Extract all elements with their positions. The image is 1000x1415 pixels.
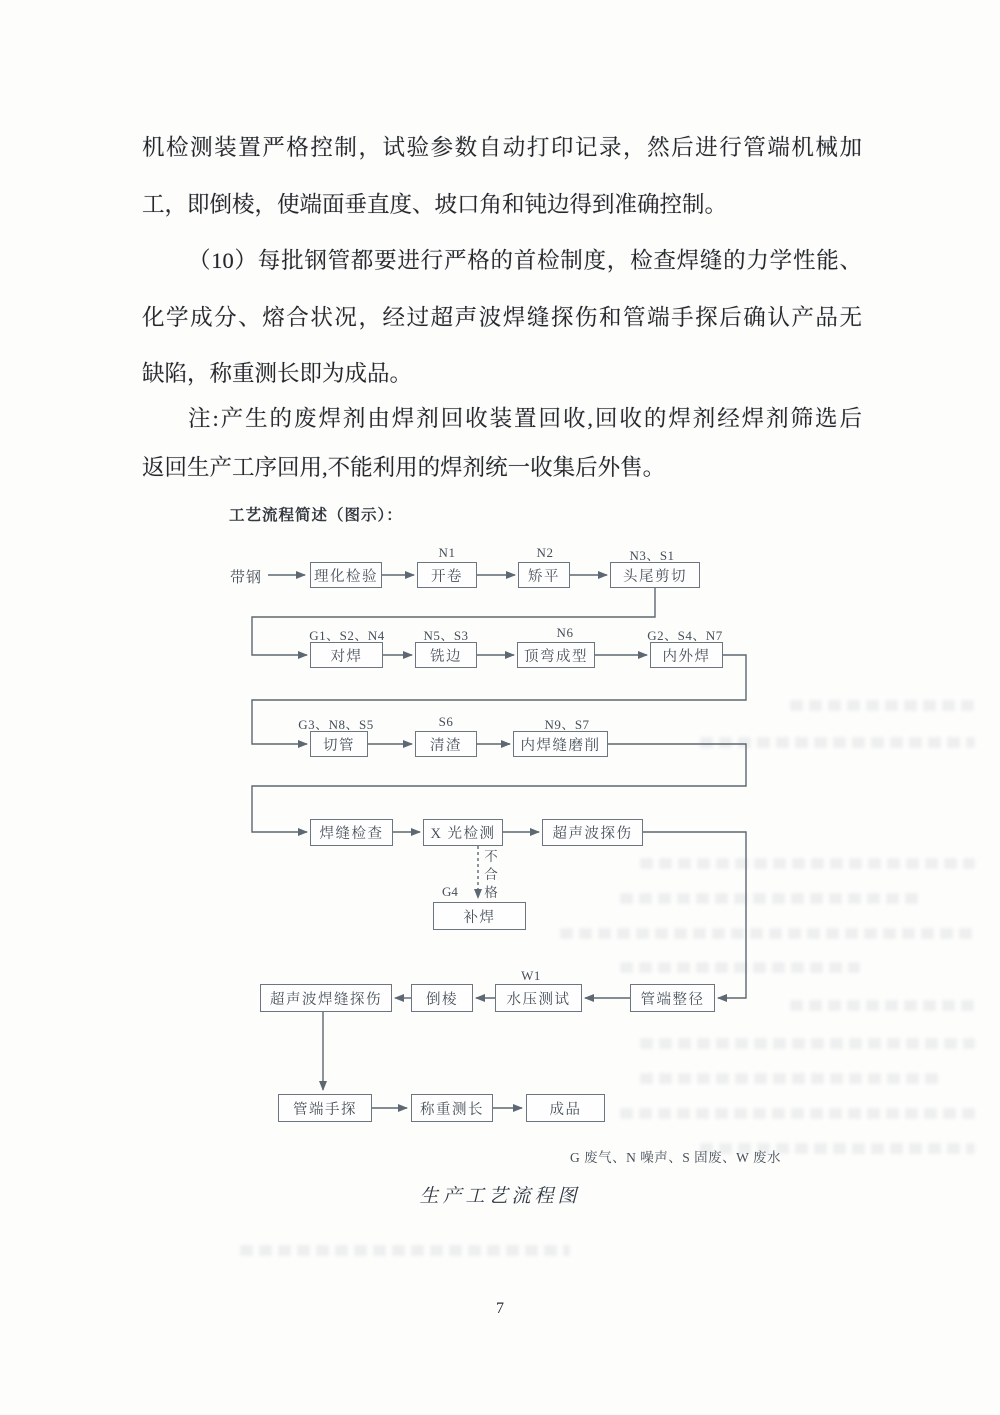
- flow-node-head-tail-cutting: 头尾剪切: [610, 562, 700, 588]
- flow-node-butt-welding: 对焊: [310, 642, 383, 668]
- bleed-through-artifact: [620, 962, 860, 973]
- bleed-through-artifact: [640, 858, 975, 869]
- flow-node-pipe-end-manual-probe: 管端手探: [278, 1094, 372, 1122]
- flow-node-physicochemical-inspection: 理化检验: [310, 562, 382, 588]
- flow-annotation-n6: N6: [556, 625, 574, 640]
- flow-node-pipe-cutting: 切管: [310, 731, 368, 757]
- bleed-through-artifact: [620, 1108, 975, 1119]
- flow-node-finished-product: 成品: [526, 1094, 605, 1122]
- figure-caption: 生产工艺流程图: [419, 1186, 581, 1207]
- flow-input-label: 带钢: [230, 570, 263, 586]
- bleed-through-artifact: [790, 1000, 975, 1011]
- flow-annotation-w1: W1: [521, 968, 541, 983]
- flowchart-legend: G 废气、N 噪声、S 固废、W 废水: [570, 1150, 782, 1165]
- flow-node-bend-forming: 顶弯成型: [517, 642, 595, 668]
- paragraph-line: 机检测装置严格控制，试验参数自动打印记录，然后进行管端机械加: [142, 135, 862, 160]
- flow-annotation-g2-s4-n7: G2、S4、N7: [647, 628, 723, 643]
- flow-annotation-s6: S6: [438, 714, 454, 729]
- bleed-through-artifact: [700, 1143, 975, 1154]
- flow-node-xray-testing: X 光检测: [423, 819, 503, 846]
- flow-node-hydrostatic-test: 水压测试: [495, 984, 582, 1012]
- flow-node-pipe-end-sizing: 管端整径: [630, 984, 715, 1012]
- flow-annotation-g1-s2-n4: G1、S2、N4: [309, 628, 385, 643]
- flow-annotation-n9-s7: N9、S7: [544, 717, 590, 732]
- flow-node-ultrasonic-flaw-detection: 超声波探伤: [542, 819, 643, 846]
- flow-annotation-n2: N2: [536, 545, 554, 560]
- flow-node-chamfering: 倒棱: [411, 984, 473, 1012]
- flow-node-uncoiling: 开卷: [417, 562, 477, 588]
- paragraph-line: 化学成分、熔合状况，经过超声波焊缝探伤和管端手探后确认产品无: [142, 305, 862, 330]
- bleed-through-artifact: [240, 1245, 570, 1256]
- flow-reject-label: 不合格: [484, 849, 498, 900]
- bleed-through-artifact: [790, 700, 975, 711]
- paragraph-line: 工，即倒棱，使端面垂直度、坡口角和钝边得到准确控制。: [142, 192, 728, 217]
- paragraph-line: 返回生产工序回用,不能利用的焊剂统一收集后外售。: [142, 455, 666, 480]
- flow-node-leveling: 矫平: [518, 562, 570, 588]
- flow-node-weld-seam-inspection: 焊缝检查: [310, 819, 393, 846]
- flow-node-slag-cleaning: 清渣: [415, 731, 477, 757]
- flow-node-edge-milling: 铣边: [415, 642, 477, 668]
- paragraph-line: 注:产生的废焊剂由焊剂回收装置回收,回收的焊剂经焊剂筛选后: [188, 406, 862, 431]
- bleed-through-artifact: [640, 1073, 940, 1084]
- page-number: 7: [496, 1300, 504, 1317]
- bleed-through-artifact: [700, 737, 975, 748]
- bleed-through-artifact: [640, 1038, 975, 1049]
- flow-annotation-n5-s3: N5、S3: [423, 628, 469, 643]
- flow-node-repair-welding: 补焊: [433, 902, 526, 930]
- flow-node-inner-outer-welding: 内外焊: [650, 642, 723, 668]
- flow-node-weighing-measuring: 称重测长: [411, 1094, 493, 1122]
- flow-node-ultrasonic-seam-flaw-detection: 超声波焊缝探伤: [260, 984, 392, 1012]
- bleed-through-artifact: [560, 928, 975, 939]
- flow-connector: [643, 832, 746, 998]
- flow-annotation-n3-s1: N3、S1: [629, 548, 675, 563]
- flowchart-title: 工艺流程简述（图示）：: [229, 507, 403, 524]
- paragraph-line: 缺陷，称重测长即为成品。: [142, 361, 413, 386]
- paragraph-line: （10）每批钢管都要进行严格的首检制度，检查焊缝的力学性能、: [188, 248, 862, 273]
- flow-annotation-n1: N1: [438, 545, 456, 560]
- bleed-through-artifact: [620, 893, 920, 904]
- flow-annotation-g3-n8-s5: G3、N8、S5: [298, 717, 374, 732]
- flow-node-inner-seam-grinding: 内焊缝磨削: [513, 731, 608, 757]
- flow-annotation-g4: G4: [442, 884, 458, 899]
